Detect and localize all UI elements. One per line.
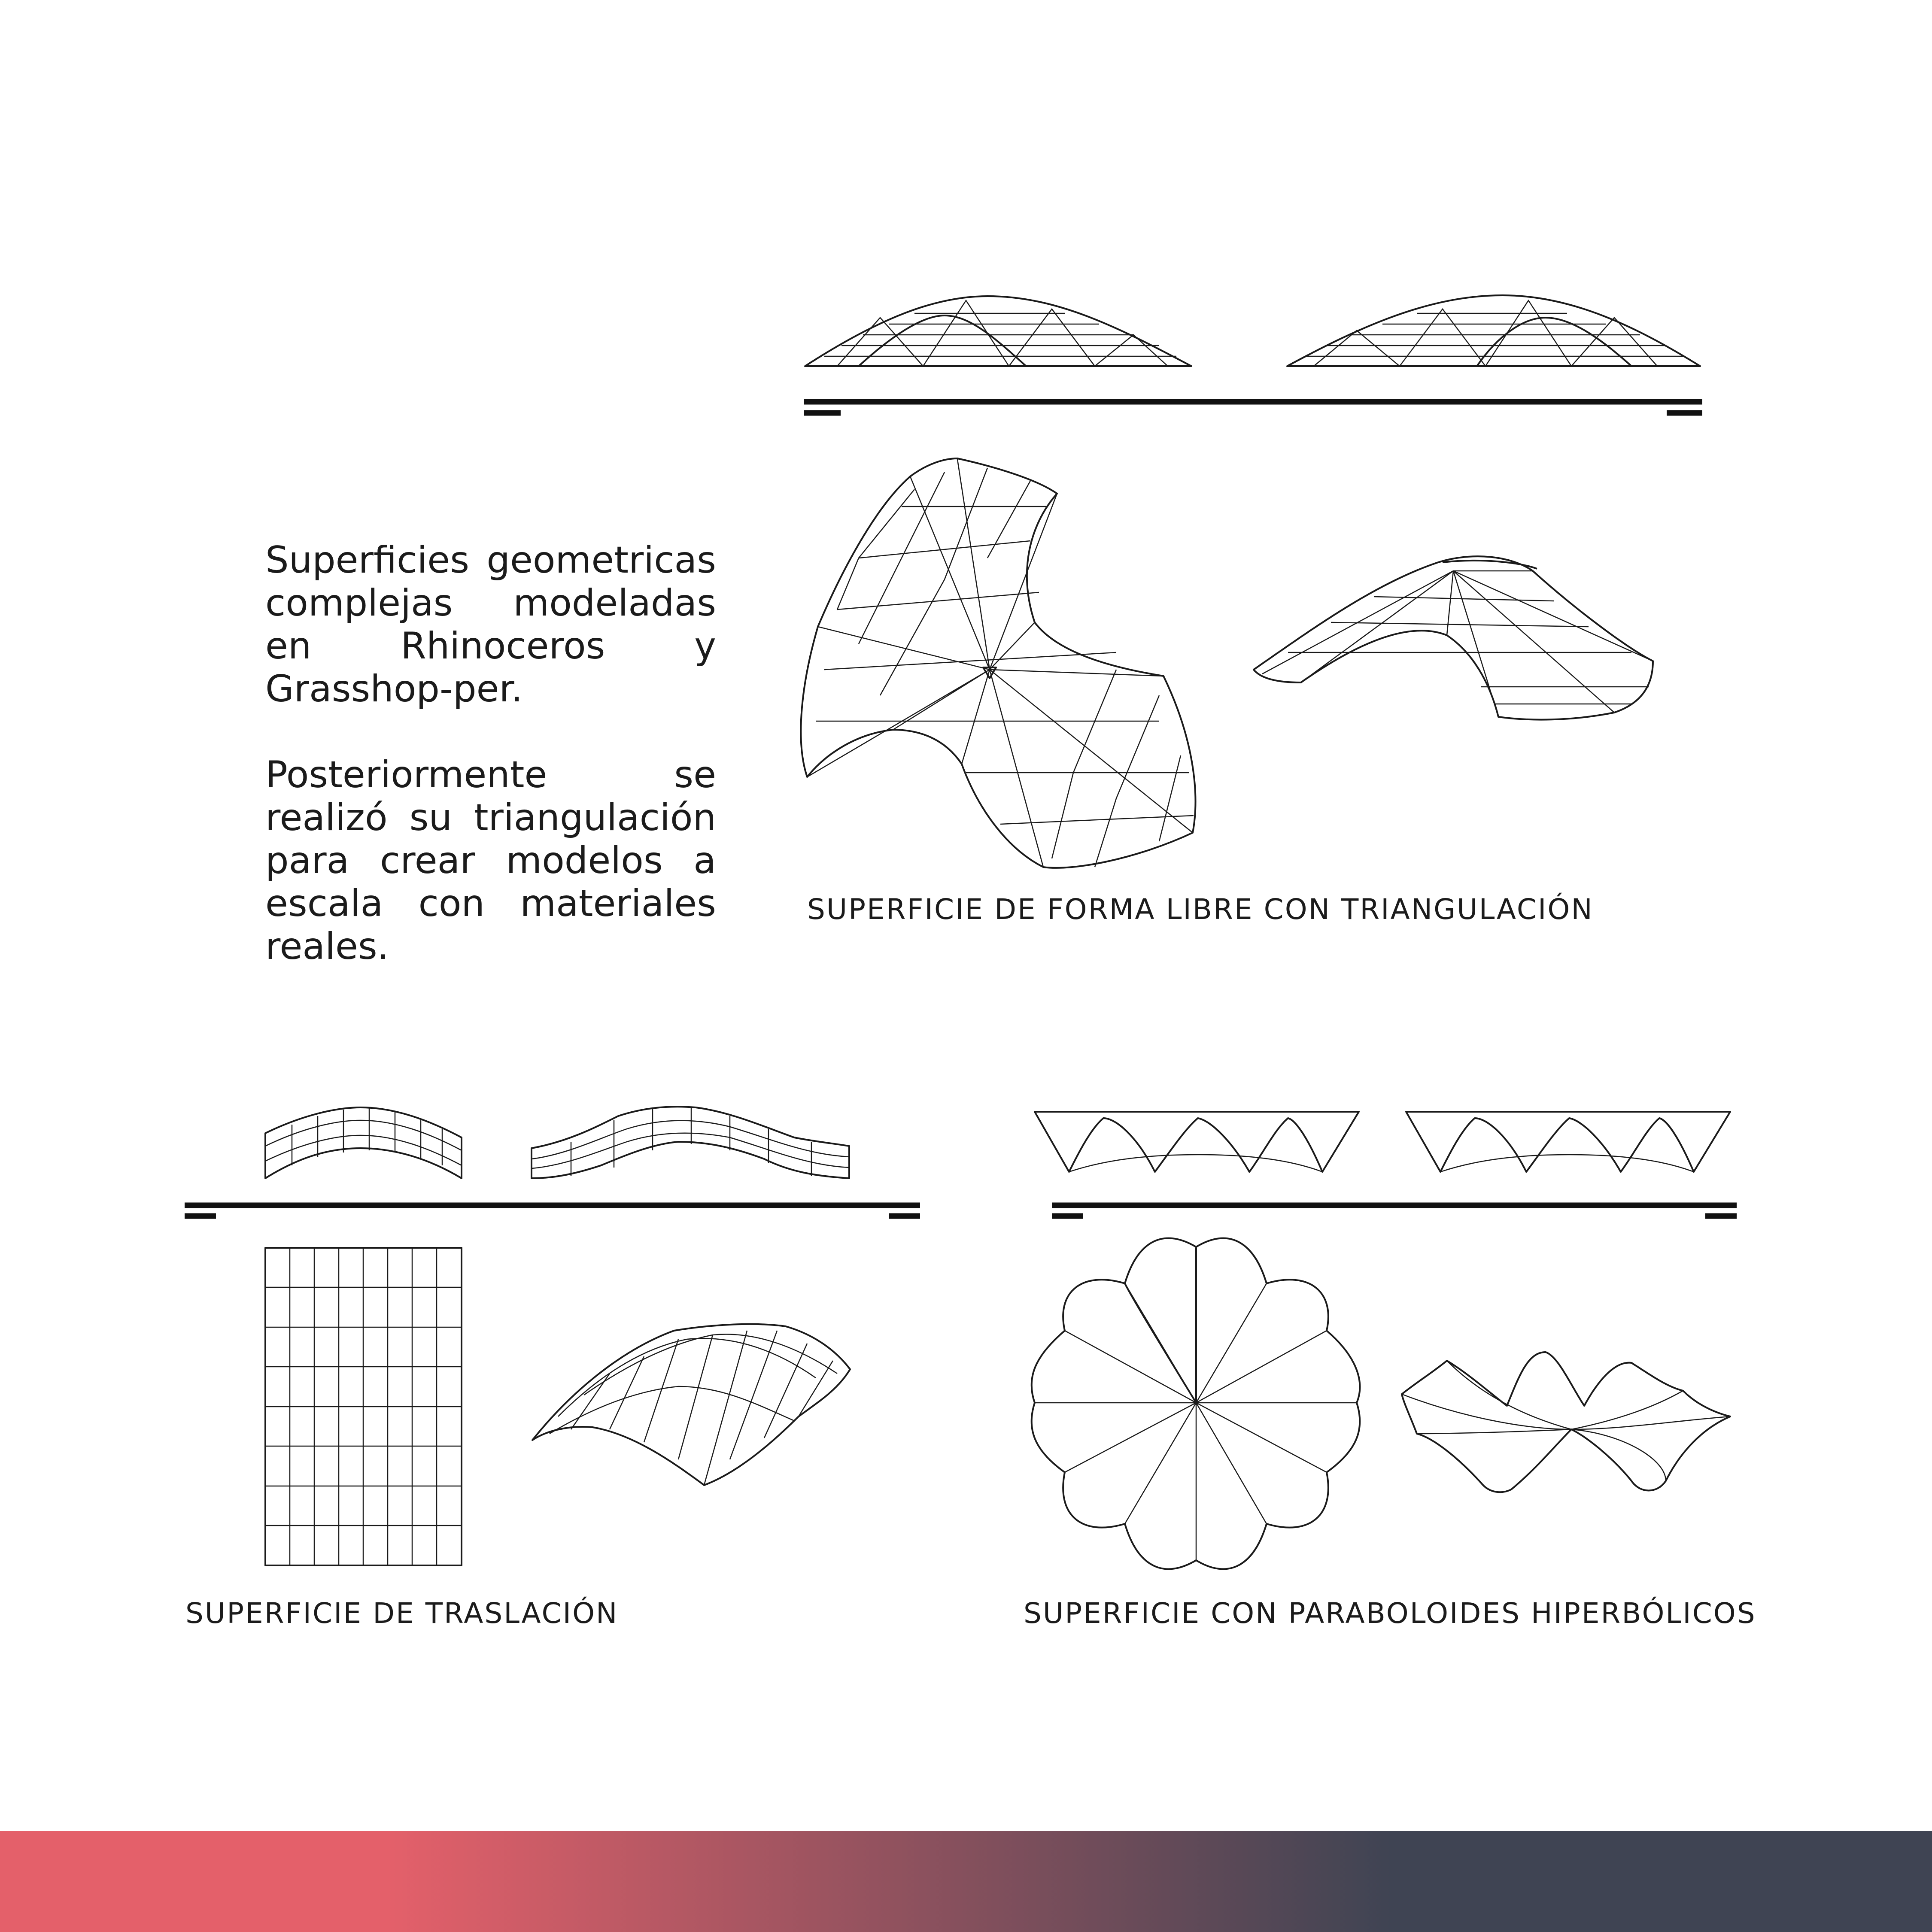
hypar-plan	[1032, 1238, 1360, 1569]
caption-translation: SUPERFICIE DE TRASLACIÓN	[185, 1597, 619, 1630]
hypar-perspective	[1402, 1352, 1730, 1492]
translation-elevations	[265, 1107, 849, 1178]
caption-hypar: SUPERFICIE CON PARABOLOIDES HIPERBÓLICOS	[1024, 1597, 1756, 1630]
hypar-elevations	[1035, 1112, 1730, 1172]
intro-paragraph-1: Superficies geometricas complejas modeladas en Rhinoceros y Grasshop-per.	[265, 539, 716, 710]
intro-paragraph-2: Posteriormente se realizó su triangulación para crear modelos a escala con materiales reales.	[265, 753, 716, 968]
freeform-elevations	[805, 295, 1700, 366]
freeform-plan	[801, 458, 1195, 868]
hypar-baseline	[1052, 1205, 1737, 1216]
freeform-perspective	[1254, 556, 1653, 719]
caption-freeform: SUPERFICIE DE FORMA LIBRE CON TRIANGULACIÓN	[807, 893, 1594, 926]
freeform-baseline	[804, 402, 1702, 413]
translation-plan	[265, 1248, 462, 1565]
gradient-footer-band	[0, 1831, 1932, 1932]
translation-baseline	[185, 1205, 920, 1216]
translation-perspective	[532, 1324, 850, 1485]
